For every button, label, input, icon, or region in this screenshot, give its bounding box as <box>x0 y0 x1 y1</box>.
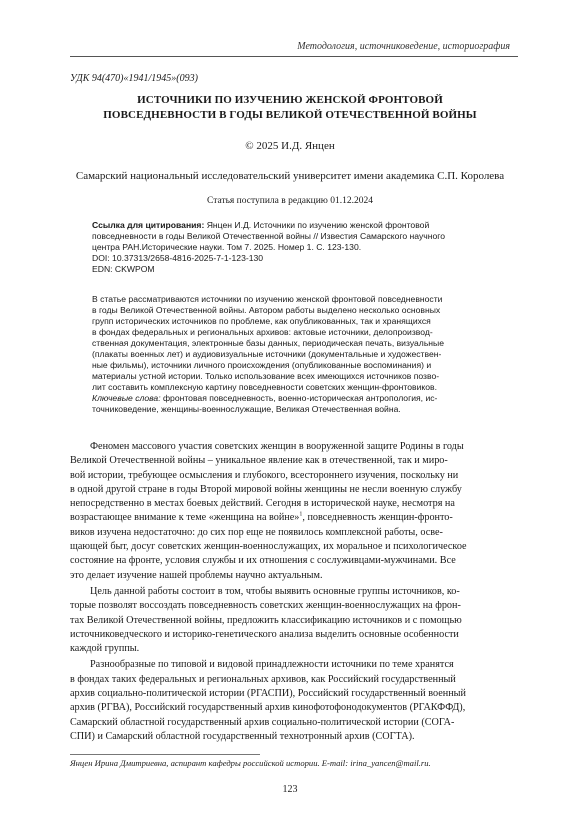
body-text-fragment: возрастающее внимание к теме «женщина на войне» <box>70 512 300 524</box>
body-line: в фондах таких федеральных и региональных архивов, как Российский государственный <box>70 673 456 685</box>
body-line <box>70 511 524 525</box>
citation-line: повседневности в годы Великой Отечественной войны // Известия Самарского научного <box>92 231 445 241</box>
author-footnote: Янцен Ирина Дмитриевна, аспирант кафедры российской истории. E-mail: irina_yancen@mail.ru. <box>70 758 431 768</box>
page-number: 123 <box>282 784 298 795</box>
body-line: источниковедческого и историко-генетического анализа выделить основные особенности <box>70 628 459 640</box>
citation-text: Янцен И.Д. Источники по изучению женской фронтовой <box>204 220 430 230</box>
body-line: Разнообразные по типовой и видовой принадлежности источники по теме хранятся <box>90 659 454 671</box>
citation-block <box>92 220 492 275</box>
abstract-line: ственная документация, электронные базы данных, периодическая печать, визуальные <box>92 338 444 348</box>
citation-line <box>92 220 492 231</box>
received-date: Статья поступила в редакцию 01.12.2024 <box>207 196 373 206</box>
body-line: виков изучена недостаточно: до сих пор еще не появилось комплексной работы, осве- <box>70 526 443 538</box>
body-line: архив (РГВА), Российский государственный архив кинофотофонодокументов (РГАКФФД), <box>70 702 466 714</box>
abstract-block <box>92 294 492 415</box>
citation-label: Ссылка для цитирования: <box>92 220 205 230</box>
doi-line: DOI: 10.37313/2658-4816-2025-7-1-123-130 <box>92 253 264 263</box>
body-text <box>70 440 524 744</box>
abstract-line: ные фильмы), источники личного происхождения (опубликованные воспоминания) и <box>92 360 432 370</box>
abstract-line: материалы устной истории. Только использование всех имеющихся источников позво- <box>92 371 440 381</box>
abstract-line: (плакаты военных лет) и аудиовизуальные источники (документальные и художествен- <box>92 349 442 359</box>
abstract-line: в годы Великой Отечественной войны. Автором работы выделено несколько основных <box>92 305 441 315</box>
body-line: Цель данной работы состоит в том, чтобы выявить основные группы источников, ко- <box>90 585 460 597</box>
abstract-line: В статье рассматриваются источники по изучению женской фронтовой повседневности <box>92 294 443 304</box>
abstract-line: лит составить комплексную картину повседневности советских женщин-фронтовиков. <box>92 382 437 392</box>
abstract-line: в фондах федеральных и региональных архивов: актовые источники, делопроизвод- <box>92 327 433 337</box>
body-line: торые позволят воссоздать повседневность советских женщин-военнослужащих на фрон- <box>70 600 461 612</box>
keywords-line <box>92 393 492 404</box>
article-title <box>70 93 510 123</box>
footnote-ref[interactable]: 1 <box>299 512 303 519</box>
body-line: в одной другой стране в годы Второй мировой войны женщины не несли военную службу <box>70 483 462 495</box>
body-line: это делает изучение нашей проблемы научно актуальным. <box>70 569 323 581</box>
body-line: Феномен массового участия советских женщин в вооруженной защите Родины в годы <box>90 441 464 452</box>
header-rule <box>70 56 518 57</box>
body-line: Самарский областной государственный архив социально-политической истории (СОГА- <box>70 716 455 728</box>
affiliation: Самарский национальный исследовательский университет имени академика С.П. Королева <box>75 170 505 182</box>
body-line: каждой группы. <box>70 643 140 655</box>
keywords-line: точниковедение, женщины-военнослужащие, Великая Отечественная война. <box>92 404 401 414</box>
running-head: Методология, источниковедение, историография <box>297 41 510 52</box>
udk-code: УДК 94(470)«1941/1945»(093) <box>70 73 198 84</box>
edn-line: EDN: CKWPOM <box>92 264 155 274</box>
title-line: ПОВСЕДНЕВНОСТИ В ГОДЫ ВЕЛИКОЙ ОТЕЧЕСТВЕННОЙ ВОЙНЫ <box>103 109 477 121</box>
keywords-text: фронтовая повседневность, военно-историческая антропология, ис- <box>160 393 438 403</box>
abstract-line: групп исторических источников по проблеме, как опубликованных, так и хранящихся <box>92 316 431 326</box>
body-line: состояние на фронте, условия службы и их отношения с сослуживцами-мужчинами. Все <box>70 555 456 567</box>
footnote-rule <box>70 754 260 755</box>
title-line: ИСТОЧНИКИ ПО ИЗУЧЕНИЮ ЖЕНСКОЙ ФРОНТОВОЙ <box>137 94 443 106</box>
author-line: © 2025 И.Д. Янцен <box>245 140 335 152</box>
body-line: СПИ) и Самарский областной государственный технотронный архив (СОГТА). <box>70 730 415 742</box>
body-line: тах Великой Отечественной войны, предложить классификацию источников и с помощью <box>70 614 462 626</box>
citation-line: центра РАН.Исторические науки. Том 7. 2025. Номер 1. С. 123-130. <box>92 242 362 252</box>
body-line: щающей быт, досуг советских женщин-военнослужащих, их моральное и психологическое <box>70 541 467 553</box>
body-line: непосредственно в местах боевых действий. Сегодня в исторической науке, несмотря на <box>70 498 455 510</box>
body-line: архив социально-политической истории (РГАСПИ), Российский государственный военный <box>70 688 466 700</box>
keywords-label: Ключевые слова: <box>92 393 161 403</box>
body-line: Великой Отечественной войны – уникальное явление как в отечественной, так и миро- <box>70 455 448 467</box>
body-text-fragment: , повседневность женщин-фронто- <box>302 512 453 524</box>
body-line: вой истории, требующее осмысления и глубокого, всестороннего изучения, поскольку ни <box>70 469 459 481</box>
